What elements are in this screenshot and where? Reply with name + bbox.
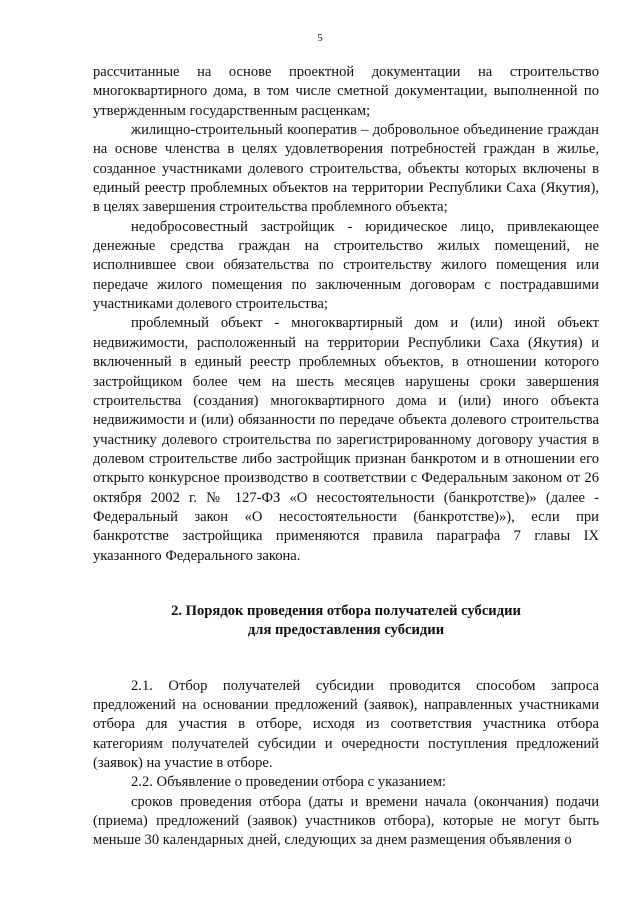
page-number: 5 [317,32,323,44]
paragraph-deadlines: сроков проведения отбора (даты и времени начала (окончания) подачи (приема) предложений (заявок) участников отбора), которые не могут быть меньше 30 календарных дней, следующих за днем размещения объявления о [93,793,599,849]
paragraph-2-1: 2.1. Отбор получателей субсидии проводится способом запроса предложений на основании предложений (заявок), направленных участниками отбора для участия в отборе, исходя из соответствия участника отбора категориям получателей субсидии и очередности поступления предложений (заявок) на участие в отборе. [93,677,599,771]
paragraph-housing-cooperative-definition: жилищно-строительный кооператив – добровольное объединение граждан на основе членства в целях удовлетворения потребностей граждан в жилье, созданное участниками долевого строительства, объекты которых включены в единый реестр проблемных объектов на территории Республики Саха (Якутия), в целях завершения строительства проблемного объекта; [93,122,599,216]
paragraph-2-2: 2.2. Объявление о проведении отбора с указанием: [131,774,447,791]
section-heading-line-1: 2. Порядок проведения отбора получателей субсидии [171,602,521,619]
paragraph-unscrupulous-developer-definition: недобросовестный застройщик - юридическое лицо, привлекающее денежные средства граждан на строительство жилых помещений, не исполнившее свои обязательства по строительству жилого помещения или передаче жилого помещения по заключенным договорам с пострадавшими участниками долевого строительства; [93,218,599,313]
document-body [93,63,599,851]
paragraph-problem-object-definition: проблемный объект - многоквартирный дом и (или) иной объект недвижимости, расположенный на территории Республики Саха (Якутия) и включенный в единый реестр проблемных объектов, в отношении которого застройщиком более чем на шесть месяцев нарушены сроки завершения строительства (создания) многоквартирного дома и (или) иного объекта недвижимости и (или) обязанности по передаче объекта долевого строительства участнику долевого строительства по зарегистрированному договору участия в долевом строительстве либо застройщик признан банкротом и в отношении его открыто конкурсное производство в соответствии с Федеральным законом от 26 октября 2002 г. № 127-ФЗ «О несостоятельности (банкротстве)» (далее - Федеральный закон «О несостоятельности (банкротстве)»), если при банкротстве застройщика применяются правила параграфа 7 главы IX указанного Федерального закона. [93,315,599,564]
section-heading-line-2: для предоставления субсидии [247,622,445,639]
paragraph-continuation: рассчитанные на основе проектной документации на строительство многоквартирного дома, в том числе сметной документации, выполненной по утвержденным государственным расценкам; [93,64,599,119]
section-heading [93,602,599,641]
